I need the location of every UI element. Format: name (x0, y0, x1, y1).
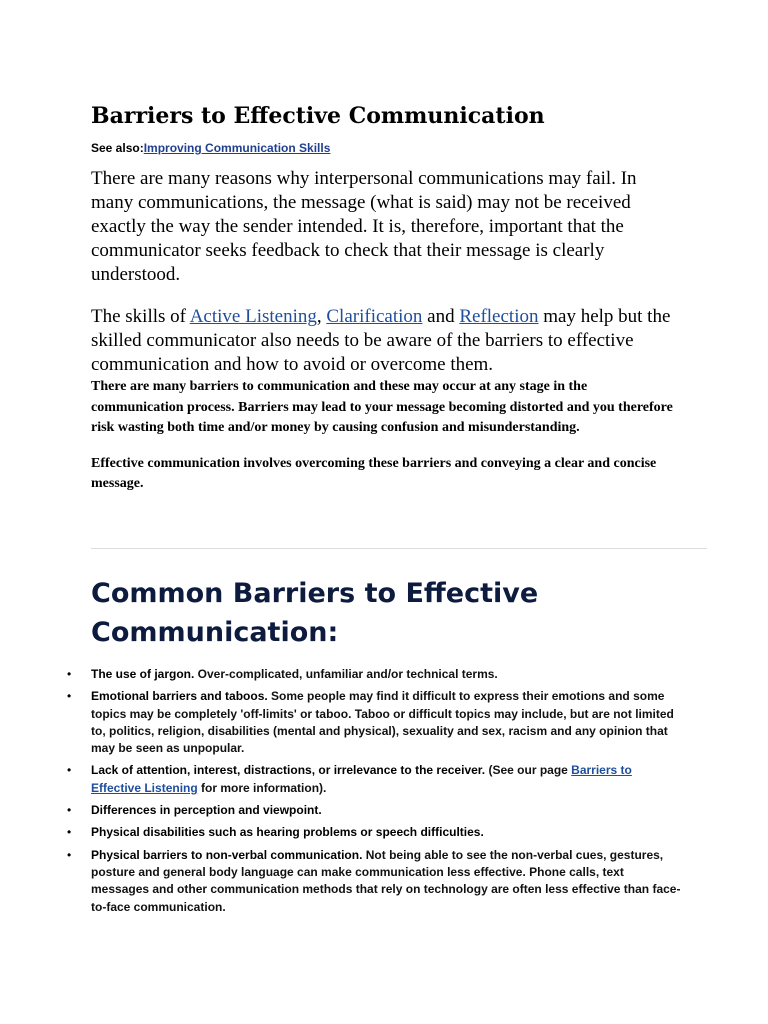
article-intro (91, 100, 707, 495)
barrier-lead: Physical disabilities such as hearing problems or speech difficulties. (91, 825, 484, 840)
barrier-text: (See our page (485, 763, 572, 778)
barriers-to-effective-listening-link[interactable]: Barriers to Effective Listening (91, 763, 632, 795)
active-listening-link[interactable]: Active Listening (189, 306, 317, 327)
intro-p2-sep1: , (316, 306, 327, 327)
barrier-text: Over-complicated, unfamiliar and/or technical terms. (194, 667, 498, 681)
barrier-lead: Lack of attention, interest, distractions, or irrelevance to the receiver. (91, 763, 486, 778)
list-item (91, 847, 681, 916)
see-also-label: See also: (91, 141, 144, 155)
barrier-lead: Physical barriers to non-verbal communication. (91, 847, 363, 862)
barriers-overview-paragraph: There are many barriers to communication and these may occur at any stage in the communication process. Barriers may lead to your message becoming distorted and you therefore risk wasting both time and/or money by causing confusion and misunderstanding. (91, 379, 673, 435)
section-divider (91, 548, 707, 549)
page-title: Barriers to Effective Communication (91, 103, 545, 129)
list-item (91, 802, 681, 819)
barrier-lead: The use of jargon. (91, 667, 195, 681)
barrier-lead: Emotional barriers and taboos. (91, 689, 268, 704)
list-item (91, 762, 681, 797)
barrier-text: for more information). (197, 780, 327, 795)
intro-paragraph-2 (91, 305, 676, 377)
reflection-link[interactable]: Reflection (459, 306, 539, 327)
list-item (91, 666, 681, 683)
barriers-list (91, 666, 681, 921)
intro-p2-prefix: The skills of (91, 306, 190, 327)
barrier-text: Some people may find it difficult to express their emotions and some topics may be completely 'off-limits' or taboo. Taboo or difficult topics may include, but are not limited to, politics, religion, disabilities (mental and physical), sexuality and sex, racism and any opinion that may be seen as unpopular. (91, 689, 674, 756)
intro-paragraph-1: There are many reasons why interpersonal communications may fail. In many communications, the message (what is said) may not be received exactly the way the sender intended. It is, therefore, important that the communicator seeks feedback to check that their message is clearly understood. (91, 168, 637, 285)
improving-communication-skills-link[interactable]: Improving Communication Skills (143, 141, 331, 155)
list-item (91, 824, 681, 841)
list-item (91, 688, 681, 757)
intro-p2-sep2: and (422, 306, 460, 327)
clarification-link[interactable]: Clarification (326, 306, 423, 327)
see-also (91, 140, 707, 156)
intro-p2-suffix: may help but the skilled communicator also needs to be aware of the barriers to effective communication and how to avoid or overcome them. (91, 306, 671, 375)
effective-communication-paragraph: Effective communication involves overcoming these barriers and conveying a clear and concise message. (91, 455, 657, 491)
barrier-lead: Differences in perception and viewpoint. (91, 803, 322, 818)
section-heading: Common Barriers to Effective Communication: (91, 578, 539, 648)
barrier-text: Not being able to see the non-verbal cues, gestures, posture and general body language can make communication less effective. Phone calls, text messages and other communication methods that rely on technology are often less effective than face-to-face communication. (91, 847, 681, 914)
